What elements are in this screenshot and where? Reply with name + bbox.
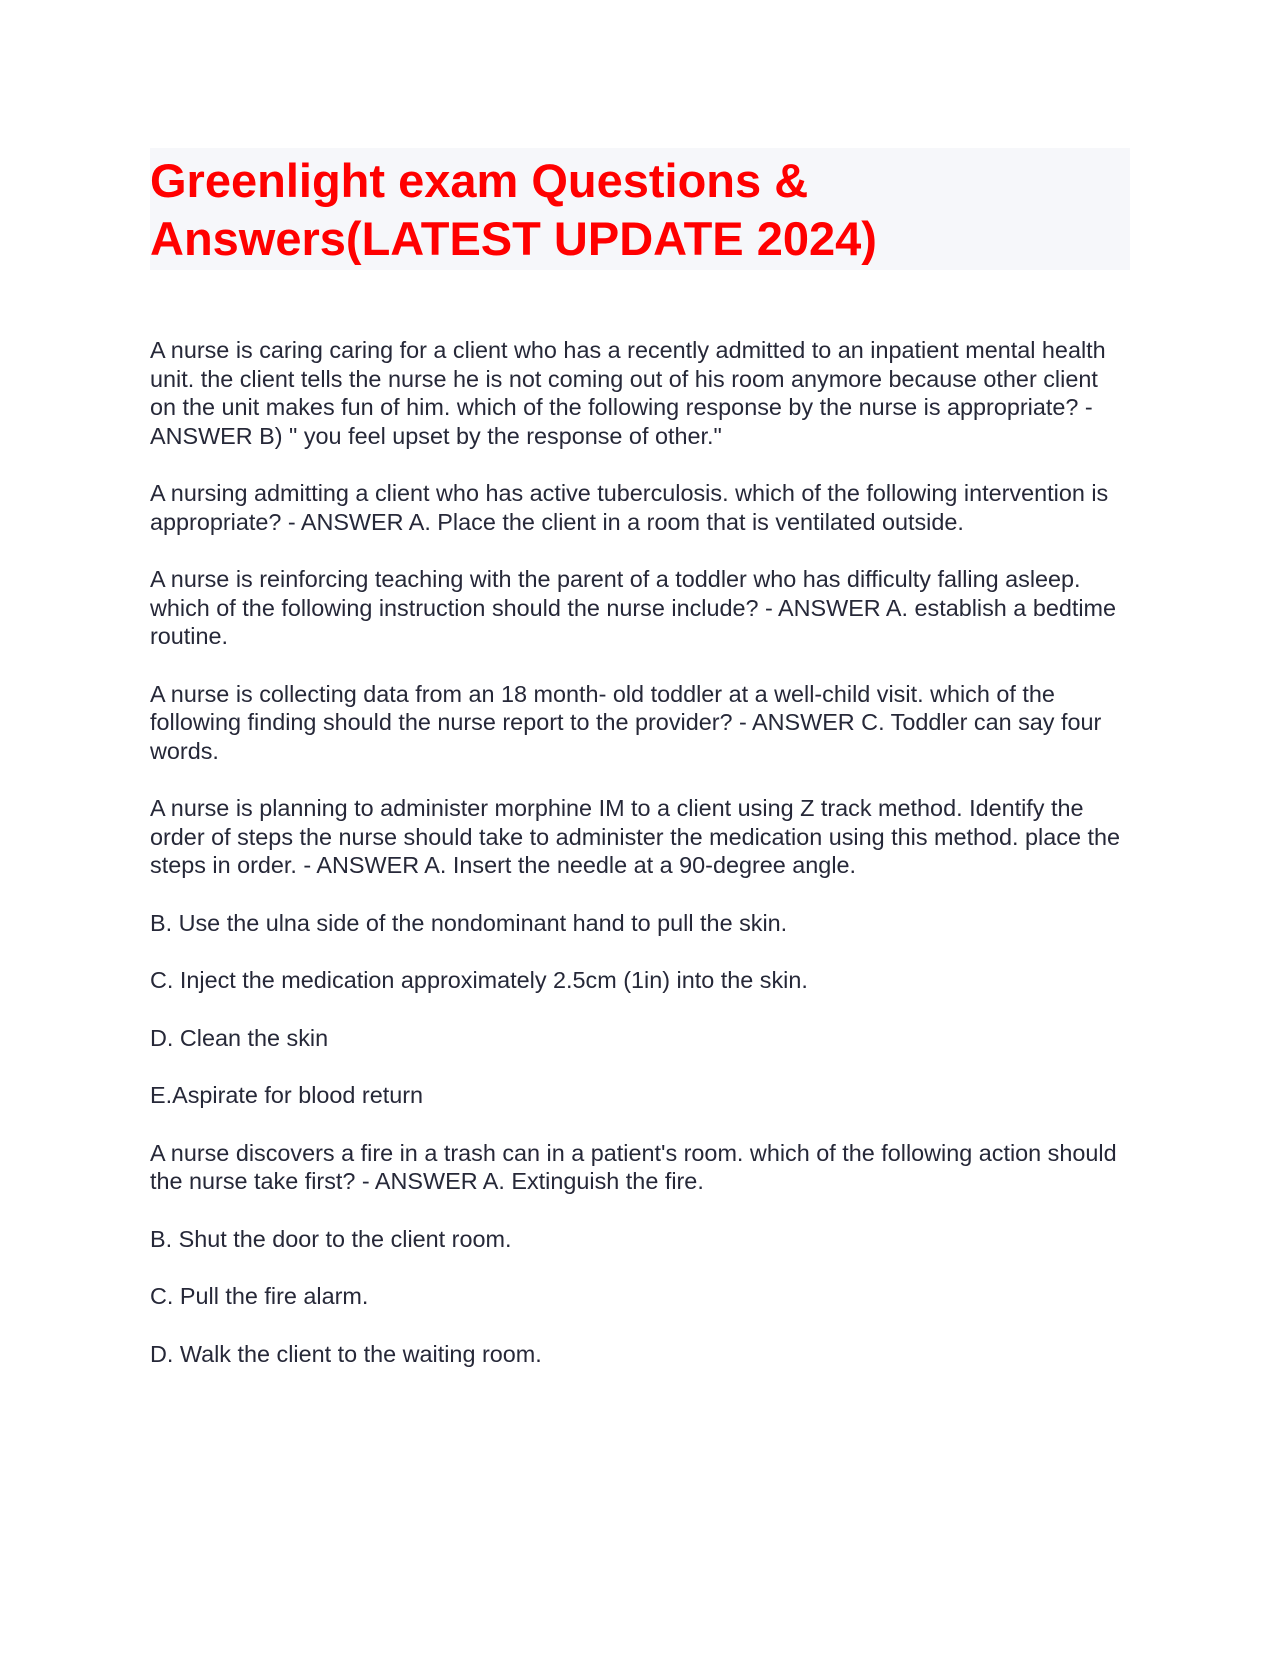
title-block xyxy=(150,148,1130,270)
paragraph-5: A nurse is planning to administer morphine IM to a client using Z track method. Identify the order of steps the nurse should take to administer the medication using this method. place the steps in order. - ANSWER A. Insert the needle at a 90-degree angle. xyxy=(150,795,1120,878)
paragraph-1: A nurse is caring caring for a client who has a recently admitted to an inpatient mental health unit. the client tells the nurse he is not coming out of his room anymore because other client on the unit makes fun of him. which of the following response by the nurse is appropriate? - ANSWER B) " you feel upset by the response of other." xyxy=(150,337,1106,449)
paragraph-9: E.Aspirate for blood return xyxy=(150,1082,424,1108)
paragraph-11: B. Shut the door to the client room. xyxy=(150,1225,512,1252)
paragraph-13: D. Walk the client to the waiting room. xyxy=(150,1340,542,1367)
paragraph-4: A nurse is collecting data from an 18 month- old toddler at a well-child visit. which of the following finding should the nurse report to the provider? - ANSWER C. Toddler can say four words. xyxy=(150,680,1102,764)
paragraph-3: A nurse is reinforcing teaching with the parent of a toddler who has difficulty falling asleep. which of the following instruction should the nurse include? - ANSWER A. establish a bedtime routine. xyxy=(150,566,1117,649)
paragraph-7: C. Inject the medication approximately 2.5cm (1in) into the skin. xyxy=(150,967,808,993)
page-title: Greenlight exam Questions & Answers(LATEST UPDATE 2024) xyxy=(150,154,877,265)
paragraph-12: C. Pull the fire alarm. xyxy=(150,1283,369,1309)
document-page xyxy=(150,148,1130,1397)
paragraph-6: B. Use the ulna side of the nondominant hand to pull the skin. xyxy=(150,909,788,936)
paragraph-2: A nursing admitting a client who has active tuberculosis. which of the following intervention is appropriate? - ANSWER A. Place the client in a room that is ventilated outside. xyxy=(150,480,1109,535)
document-body xyxy=(150,336,1130,1368)
paragraph-8: D. Clean the skin xyxy=(150,1024,329,1051)
paragraph-10: A nurse discovers a fire in a trash can in a patient's room. which of the following action should the nurse take first? - ANSWER A. Extinguish the fire. xyxy=(150,1139,1117,1194)
